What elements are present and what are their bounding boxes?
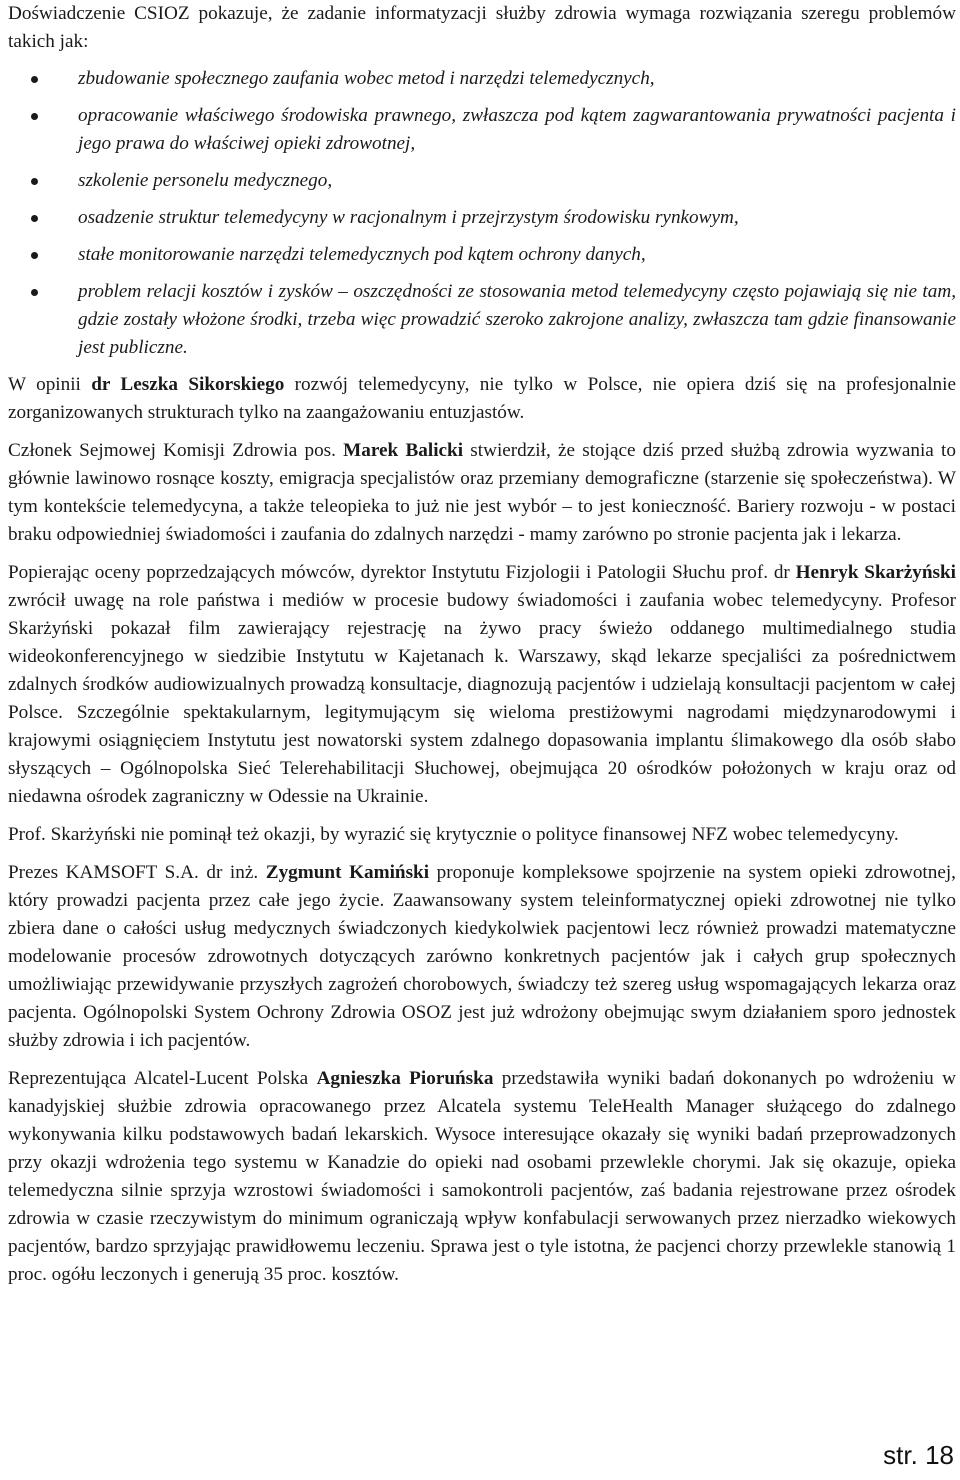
list-item	[8, 204, 956, 232]
speaker-name: Marek Balicki	[343, 440, 464, 461]
paragraph-text: zwrócił uwagę na role państwa i mediów w procesie budowy świadomości i zaufania wobec telemedycyny. Profesor Skarżyński pokazał film zawierający rejestrację na żywo pracy świeżo oddanego multimedialnego studia wideokonferencyjnego w siedzibie Instytutu w Kajetanach k. Warszawy, skąd lekarze specjaliści za pośrednictwem zdalnych środków audiowizualnych prowadzą konsultacje, diagnozują pacjentów i udzielają konsultacji pacjentom w całej Polsce. Szczególnie spektakularnym, legitymującym się wieloma prestiżowymi nagrodami międzynarodowymi i krajowymi osiągnięciem Instytutu jest nowatorski system zdalnego dopasowania implantu ślimakowego dla osób słabo słyszących – Ogólnopolska Sieć Telerehabilitacji Słuchowej, obejmująca 20 ośrodków położonych w kraju oraz od niedawna ośrodek zagraniczny w Odessie na Ukrainie.	[8, 590, 956, 807]
paragraph-text: przedstawiła wyniki badań dokonanych po wdrożeniu w kanadyjskiej służbie zdrowia opracowanego przez Alcatela systemu TeleHealth Manager służącego do zdalnego wykonywania kilku podstawowych badań lekarskich. Wysoce interesujące okazały się wyniki badań przeprowadzonych przy okazji wdrożenia tego systemu w Kanadzie do opieki nad osobami przewlekle chorymi. Jak się okazuje, opieka telemedyczna silnie sprzyja wzrostowi świadomości i samokontroli pacjentów, zaś badania rejestrowane przez ośrodek zdrowia w czasie rzeczywistym do minimum ograniczają wpływ konfabulacji serwowanych przez nierzadko wiekowych pacjentów, bardzo sprzyjając prawidłowemu leczeniu. Sprawa jest o tyle istotna, że pacjenci chorzy przewlekle stanowią 1 proc. ogółu leczonych i generują 35 proc. kosztów.	[8, 1068, 957, 1285]
bullet-icon	[31, 76, 38, 83]
balicki-paragraph	[8, 437, 956, 549]
bullet-icon	[31, 289, 38, 296]
list-item	[8, 241, 956, 269]
paragraph-text: rozwój telemedycyny, nie tylko w Polsce, nie opiera dziś się na profesjonalnie zorganizowanych strukturach tylko na zaangażowaniu entuzjastów.	[8, 374, 957, 423]
speaker-name: Agnieszka Pioruńska	[316, 1068, 494, 1089]
kaminski-paragraph	[8, 859, 956, 1055]
list-item-text: problem relacji kosztów i zysków – oszczędności ze stosowania metod telemedycyny często pojawiają się nie tam, gdzie zostały włożone środki, trzeba więc prowadzić szeroko zakrojone analizy, zwłaszcza tam gdzie finansowanie jest publiczne.	[78, 281, 956, 358]
sikorski-paragraph	[8, 371, 956, 427]
list-item-text: zbudowanie społecznego zaufania wobec metod i narzędzi telemedycznych,	[78, 68, 655, 89]
paragraph-text: stwierdził, że stojące dziś przed służbą zdrowia wyzwania to głównie lawinowo rosnące koszty, emigracja specjalistów oraz przemiany demograficzne (starzenie się społeczeństwa). W tym kontekście telemedycyna, a także teleopieka to już nie jest wybór – to jest konieczność. Bariery rozwoju - w postaci braku odpowiedniej świadomości i zaufania do zdalnych narzędzi - mamy zarówno po stronie pacjenta jak i lekarza.	[8, 440, 956, 545]
speaker-name: dr Leszka Sikorskiego	[91, 374, 285, 395]
bullet-icon	[31, 215, 38, 222]
speaker-name: Henryk Skarżyński	[795, 562, 956, 583]
bullet-icon	[31, 178, 38, 185]
paragraph-text: Prezes KAMSOFT S.A. dr inż.	[8, 862, 266, 883]
list-item	[8, 102, 956, 158]
list-item-text: osadzenie struktur telemedycyny w racjonalnym i przejrzystym środowisku rynkowym,	[78, 207, 739, 228]
list-item-text: szkolenie personelu medycznego,	[78, 170, 333, 191]
bullet-icon	[31, 252, 38, 259]
list-item-text: stałe monitorowanie narzędzi telemedycznych pod kątem ochrony danych,	[78, 244, 646, 265]
skarzynski-paragraph	[8, 559, 956, 811]
intro-paragraph: Doświadczenie CSIOZ pokazuje, że zadanie informatyzacji służby zdrowia wymaga rozwiązania szeregu problemów takich jak:	[8, 3, 956, 52]
speaker-name: Zygmunt Kamiński	[265, 862, 430, 883]
list-item-text: opracowanie właściwego środowiska prawnego, zwłaszcza pod kątem zagwarantowania prywatności pacjenta i jego prawa do właściwej opieki zdrowotnej,	[78, 105, 956, 154]
paragraph-text: proponuje kompleksowe spojrzenie na system opieki zdrowotnej, który prowadzi pacjenta przez całe jego życie. Zaawansowany system teleinformatycznej opieki zdrowotnej nie tylko zbiera dane o całości usług medycznych świadczonych kiedykolwiek pacjentowi lecz również prowadzi matematyczne modelowanie procesów zdrowotnych dotyczących zarówno konkretnych pacjentów jak i całych grup społecznych umożliwiając przewidywanie przyszłych zagrożeń chorobowych, świadczy też szereg usług wspomagających lekarza oraz pacjenta. Ogólnopolski System Ochrony Zdrowia OSOZ jest już wdrożony obejmując swym działaniem sporo jednostek służby zdrowia i ich pacjentów.	[8, 862, 956, 1051]
skarzynski-nfz-paragraph: Prof. Skarżyński nie pominął też okazji, by wyrazić się krytycznie o polityce finansowej NFZ wobec telemedycyny.	[8, 824, 899, 845]
piorunska-paragraph	[8, 1065, 956, 1289]
challenges-list	[8, 65, 956, 362]
paragraph-text: Członek Sejmowej Komisji Zdrowia pos.	[8, 440, 344, 461]
paragraph-text: W opinii	[8, 374, 92, 395]
paragraph-text: Reprezentująca Alcatel-Lucent Polska	[8, 1068, 317, 1089]
page-number: str. 18	[883, 1440, 954, 1470]
list-item	[8, 65, 956, 93]
bullet-icon	[31, 113, 38, 120]
list-item	[8, 167, 956, 195]
list-item	[8, 278, 956, 362]
document-page	[8, 0, 956, 1289]
paragraph-text: Popierając oceny poprzedzających mówców, dyrektor Instytutu Fizjologii i Patologii Słuchu prof. dr	[8, 562, 796, 583]
